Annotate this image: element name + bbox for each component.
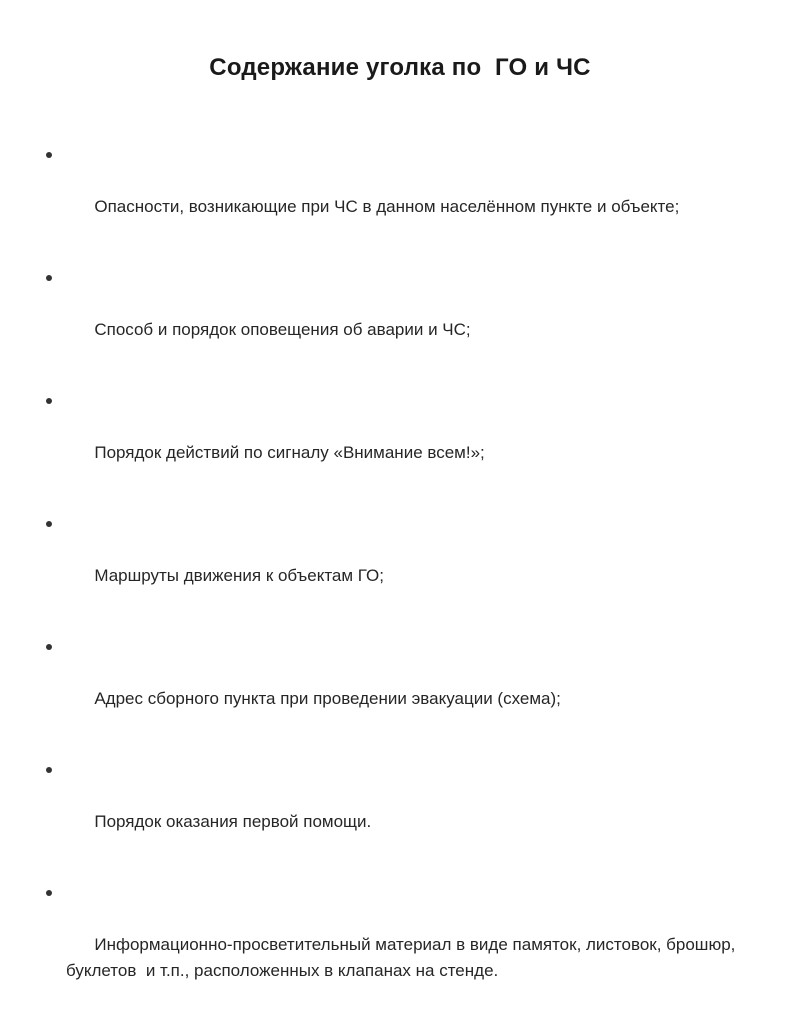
bullet-text: Порядок действий по сигналу «Внимание всем!»;: [94, 443, 485, 462]
bullet-dot-icon: [46, 521, 52, 527]
bullet-item: [44, 142, 774, 246]
bullet-text: Порядок оказания первой помощи.: [94, 812, 372, 831]
bullet-item: [44, 634, 774, 738]
bullet-text: Способ и порядок оповещения об аварии и ЧС;: [94, 320, 471, 339]
bullet-dot-icon: [46, 275, 52, 281]
bullet-item: [44, 388, 774, 492]
bullet-list: [44, 142, 774, 1010]
bullet-dot-icon: [46, 890, 52, 896]
bullet-item: [44, 511, 774, 615]
bullet-text: Адрес сборного пункта при проведении эвакуации (схема);: [94, 689, 561, 708]
bullet-text: Маршруты движения к объектам ГО;: [94, 566, 384, 585]
bullet-item: [44, 880, 774, 1010]
bullet-item: [44, 265, 774, 369]
bullet-dot-icon: [46, 767, 52, 773]
bullet-dot-icon: [46, 644, 52, 650]
bullet-dot-icon: [46, 398, 52, 404]
bullet-item: [44, 757, 774, 861]
bullet-dot-icon: [46, 152, 52, 158]
bullet-text: Информационно-просветительный материал в виде памяток, листовок, брошюр, буклетов и т.п., расположенных в клапанах на стенде.: [66, 935, 741, 980]
slide-title: Содержание уголка по ГО и ЧС: [209, 54, 591, 81]
bullet-text: Опасности, возникающие при ЧС в данном населённом пункте и объекте;: [94, 197, 680, 216]
